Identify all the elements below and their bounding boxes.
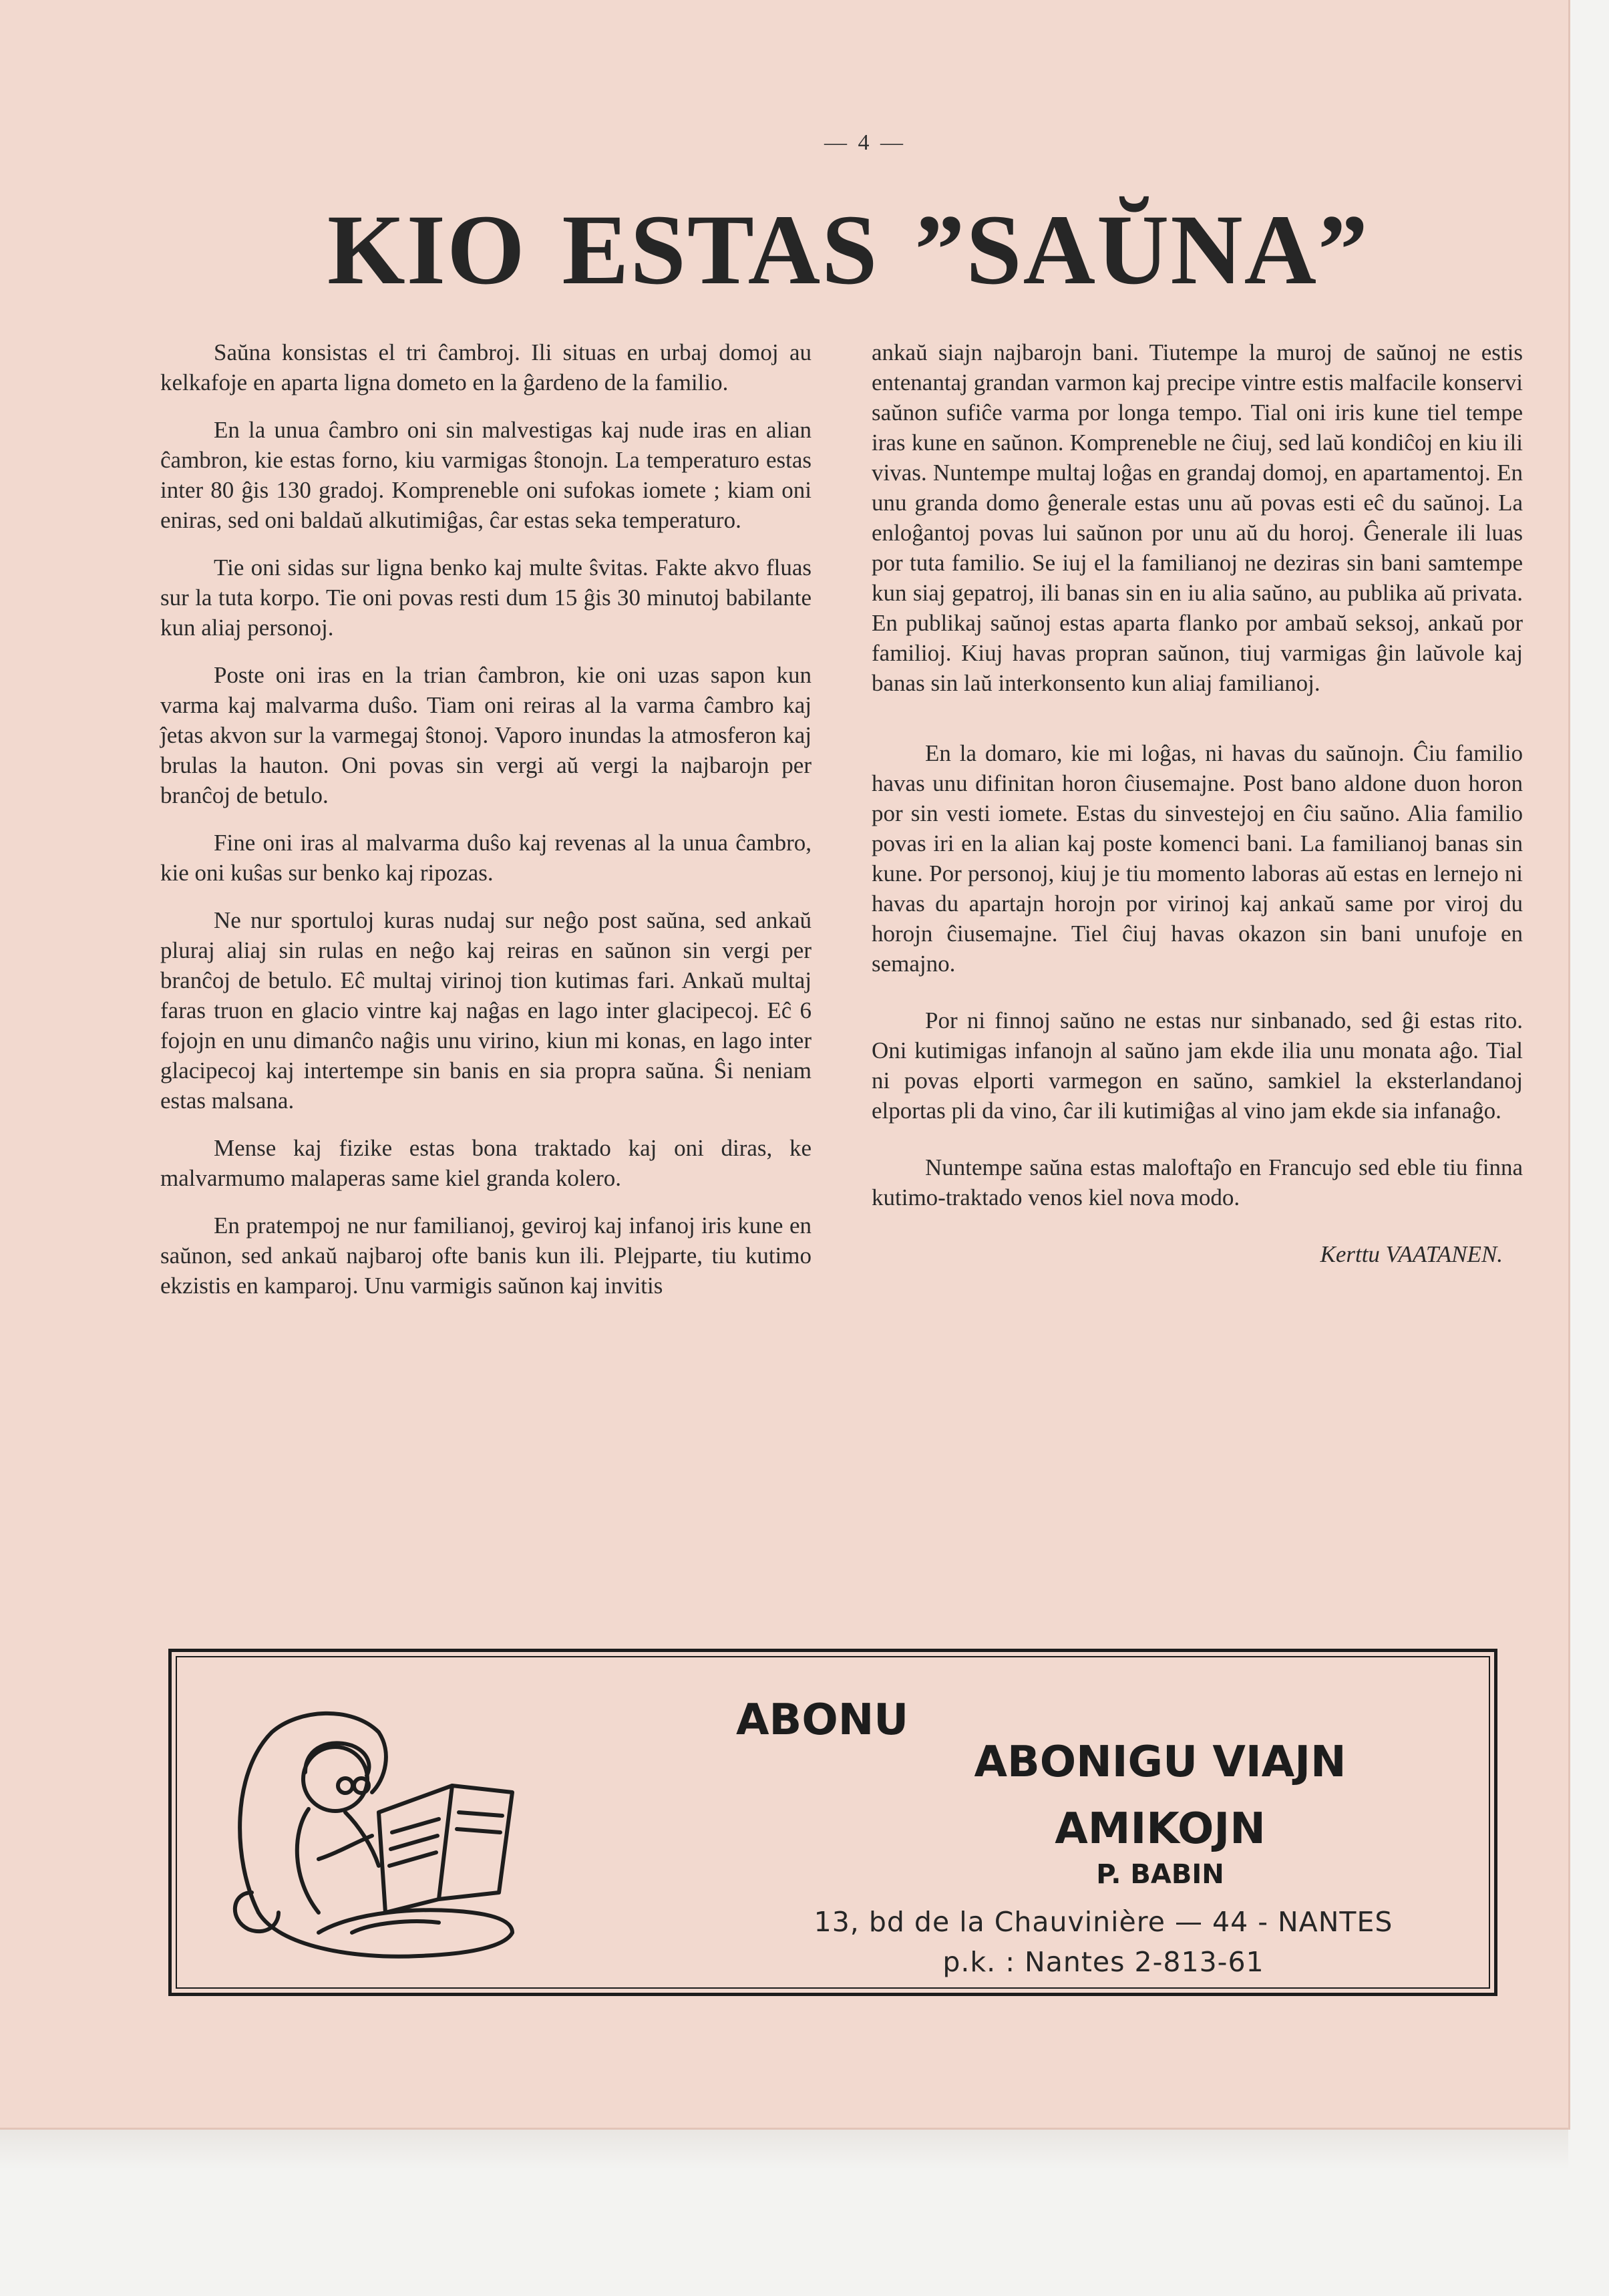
- article-column-left: [160, 337, 812, 1318]
- subscription-advertisement: [168, 1649, 1497, 1996]
- paragraph: Saŭna konsistas el tri ĉambroj. Ili situas en urbaj domoj au kelkafoje en aparta ligna dometo en la ĝardeno de la familio.: [160, 339, 812, 395]
- paragraph: Ne nur sportuloj kuras nudaj sur neĝo post saŭna, sed ankaŭ pluraj aliaj sin rulas en neĝo kaj reiras en saŭnon sin vergi per branĉoj de betulo. Eĉ multaj virinoj tion kutimas fari. Ankaŭ multaj faras truon en glacio vintre kaj naĝas en lago inter glacipecoj. Eĉ 6 fojojn en unu dimanĉo naĝis unu virino, kiun mi konas, en lago inter glacipecoj kaj intertempe sin banis en sia propra saŭna. Ŝi neniam estas malsana.: [160, 907, 812, 1114]
- paragraph: Tie oni sidas sur ligna benko kaj multe ŝvitas. Fakte akvo fluas sur la tuta korpo. Tie oni povas resti dum 15 ĝis 30 minutoj babilante kun aliaj personoj.: [160, 554, 812, 641]
- article-column-right: [872, 337, 1523, 1287]
- page-number: — 4 —: [824, 130, 906, 155]
- title-word-1: KIO: [327, 194, 526, 305]
- paragraph: Por ni finnoj saŭno ne estas nur sinbanado, sed ĝi estas rito. Oni kutimigas infanojn al saŭno jam ekde ilia unu monata aĝo. Tial ni povas elporti varmegon en saŭno, samkiel la eksterlandanoj elportas pli da vino, ĉar ili kutimiĝas al vino jam ekde sia infanaĝo.: [872, 1007, 1523, 1124]
- title-word-2: ESTAS: [562, 194, 879, 305]
- paragraph: Poste oni iras en la trian ĉambron, kie oni uzas sapon kun varma kaj malvarma duŝo. Tiam oni reiras al la varma ĉambro kaj ĵetas akvon sur la varmegaj ŝtonoj. Vaporo inundas la atmosferon kaj brulas la hauton. Oni povas sin vergi aŭ vergi la najbarojn per branĉoj de betulo.: [160, 662, 812, 808]
- paragraph-continuation: ankaŭ siajn najbarojn bani. Tiutempe la muroj de saŭnoj ne estis entenantaj grandan varmon kaj precipe vintre estis malfacile konservi saŭnon sufiĉe varma por longa tempo. Tial oni iris kune tiel tempe iras kune en saŭnon. Kompreneble ne ĉiuj, sed laŭ kondiĉoj en kiu ili vivas. Nuntempe multaj loĝas en grandaj domoj, en apartamentoj. En unu granda domo ĝenerale estas unu aŭ povas esti eĉ du saŭnoj. La enloĝantoj povas lui saŭnon por unu aŭ du horoj. Ĝenerale ili luas por tuta familio. Se iuj el la familianoj ne deziras sin bani samtempe kun siaj gepatroj, ili banas sin en iu alia saŭno, au publika aŭ privata. En publikaj saŭnoj estas aparta flanko por ambaŭ seksoj, ankaŭ por familioj. Kiuj havas propran saŭnon, tiuj varmigas ĝin laŭvole kaj banas sin laŭ interkonsento kun aliaj familianoj.: [872, 339, 1523, 696]
- paragraph: Fine oni iras al malvarma duŝo kaj revenas al la unua ĉambro, kie oni kuŝas sur benko kaj ripozas.: [160, 830, 812, 886]
- ad-headline-line: AMIKOJN: [1055, 1804, 1266, 1854]
- paragraph: Nuntempe saŭna estas maloftaĵo en Francujo sed eble tiu finna kutimo-traktado venos kiel nova modo.: [872, 1154, 1523, 1210]
- ad-kicker: ABONU: [736, 1695, 909, 1745]
- paragraph: Mense kaj fizike estas bona traktado kaj oni diras, ke malvarmumo malaperas same kiel granda kolero.: [160, 1135, 812, 1191]
- article-title: [327, 192, 1369, 307]
- ad-headline: [973, 1729, 1347, 1862]
- page-edge: [0, 2130, 1568, 2170]
- ad-address: 13, bd de la Chauvinière — 44 - NANTES: [814, 1906, 1393, 1938]
- title-word-3: ”SAŬNA”: [914, 194, 1369, 305]
- ad-headline-line: ABONIGU VIAJN: [974, 1738, 1347, 1787]
- person-reading-newspaper-in-armchair-icon: [218, 1692, 552, 1973]
- paragraph: En la unua ĉambro oni sin malvestigas kaj nude iras en alian ĉambron, kie estas forno, kiu varmigas ŝtonojn. La temperaturo estas inter 80 ĝis 130 gradoj. Kompreneble oni sufokas iomete ; kiam oni eniras, sed oni baldaŭ alkutimiĝas, ĉar estas seka temperaturo.: [160, 417, 812, 533]
- paragraph: En la domaro, kie mi loĝas, ni havas du saŭnojn. Ĉiu familio havas unu difinitan horon ĉiusemajne. Post bano aldone duon horon por sin vesti iomete. Estas du sinvestejoj en ĉiu saŭno. Alia familio povas iri en la alian kaj poste komenci bani. La familianoj banas sin kune. Por personoj, kiuj je tiu momento laboras aŭ estas en lernejo ni havas du apartajn horojn por virinoj kaj ankaŭ same por viroj du horojn ĉiusemajne. Tiel ĉiuj havas okazon sin bani unufoje en semajno.: [872, 740, 1523, 977]
- author-signature: Kerttu VAATANEN.: [1320, 1241, 1503, 1267]
- ad-contact-name: P. BABIN: [1096, 1859, 1224, 1890]
- paragraph: En pratempoj ne nur familianoj, geviroj kaj infanoj iris kune en saŭnon, sed ankaŭ najbaroj ofte banis kun ili. Plejparte, tiu kutimo ekzistis en kamparoj. Unu varmigis saŭnon kaj invitis: [160, 1212, 812, 1299]
- ad-postal-account: p.k. : Nantes 2-813-61: [942, 1946, 1264, 1978]
